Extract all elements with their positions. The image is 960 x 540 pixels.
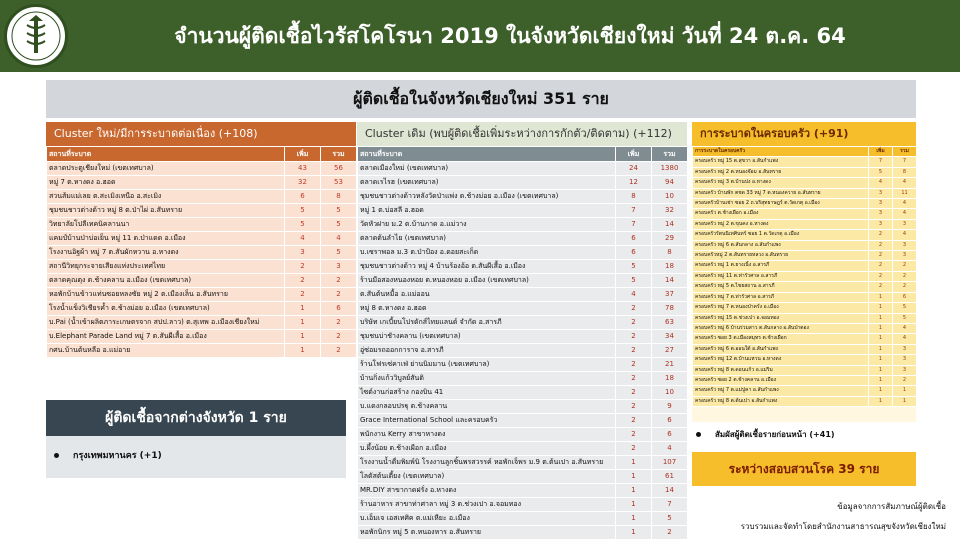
added-cell: 2 bbox=[616, 414, 652, 428]
added-cell: 6 bbox=[616, 246, 652, 260]
added-cell: 3 bbox=[869, 199, 893, 209]
total-cell: 8 bbox=[321, 190, 357, 204]
total-cell: 21 bbox=[652, 358, 688, 372]
total-cell: 4 bbox=[893, 209, 917, 219]
added-cell: 1 bbox=[869, 386, 893, 396]
total-cell: 6 bbox=[652, 414, 688, 428]
location-cell: ครอบครัว หมู่ 15 ต.สุขวา อ.สันกำแพง bbox=[693, 157, 869, 167]
added-cell: 8 bbox=[616, 190, 652, 204]
total-cell: 1 bbox=[893, 396, 917, 406]
total-cell: 5 bbox=[321, 246, 357, 260]
total-cell: 61 bbox=[652, 470, 688, 484]
added-cell: 1 bbox=[869, 303, 893, 313]
other-province-item-label: กรุงเทพมหานคร (+1) bbox=[73, 451, 162, 461]
added-cell: 2 bbox=[869, 240, 893, 250]
location-cell: ครอบครัว หมู่ 8 ต.ดอนแก้ว อ.แม่ริม bbox=[693, 365, 869, 375]
location-cell: สถานีวิทยุกระจายเสียงแห่งประเทศไทย bbox=[47, 260, 285, 274]
table-row bbox=[358, 512, 688, 526]
added-cell: 2 bbox=[616, 372, 652, 386]
added-cell: 2 bbox=[869, 271, 893, 281]
table-row bbox=[358, 414, 688, 428]
table-row bbox=[693, 375, 917, 385]
table-row bbox=[358, 274, 688, 288]
total-cell: 2 bbox=[652, 526, 688, 540]
location-cell: ชุมชนชาวต่างด้าว หมู่ 4 บ้านร้องอ้อ ต.สันผีเสื้อ อ.เมือง bbox=[358, 260, 616, 274]
added-cell: 32 bbox=[285, 176, 321, 190]
added-cell: 1 bbox=[869, 365, 893, 375]
table-row bbox=[693, 188, 917, 198]
location-cell: หมู่ 7 ต.หางดง อ.ฮอด bbox=[47, 176, 285, 190]
table-row bbox=[693, 355, 917, 365]
table-row bbox=[358, 190, 688, 204]
location-cell: ร้านโฟรเซ่คาเฟ่ ย่านนิมมาน (เขตเทศบาล) bbox=[358, 358, 616, 372]
other-province-title: ผู้ติดเชื้อจากต่างจังหวัด 1 ราย bbox=[46, 400, 346, 436]
total-cell: 32 bbox=[652, 204, 688, 218]
column-header: เพิ่ม bbox=[285, 147, 321, 162]
cluster-old-title: Cluster เดิม (พบผู้ติดเชื้อเพิ่มระหว่างการกักตัว/ติดตาม) (+112) bbox=[357, 122, 687, 146]
added-cell: 1 bbox=[869, 396, 893, 406]
table-row bbox=[47, 316, 357, 330]
table-row bbox=[358, 176, 688, 190]
added-cell: 5 bbox=[616, 274, 652, 288]
added-cell: 1 bbox=[616, 484, 652, 498]
location-cell: แคมป์บ้านป่าบ่อเย็น หมู่ 11 ต.ป่าแดด อ.เมือง bbox=[47, 232, 285, 246]
added-cell: 1 bbox=[616, 512, 652, 526]
added-cell: 43 bbox=[285, 162, 321, 176]
table-row bbox=[358, 232, 688, 246]
added-cell: 2 bbox=[616, 386, 652, 400]
added-cell: 1 bbox=[285, 302, 321, 316]
table-row bbox=[693, 219, 917, 229]
total-cell: 27 bbox=[652, 344, 688, 358]
added-cell: 1 bbox=[869, 313, 893, 323]
added-cell: 7 bbox=[616, 218, 652, 232]
total-cell: 3 bbox=[893, 219, 917, 229]
location-cell: ต.สันต้นหมื้อ อ.แม่ออน bbox=[358, 288, 616, 302]
location-cell: ครอบครัวบ้านเช่า ซอย 2 ถ.บริสุทธาษฎร์ ต.วัดเกตุ อ.เมือง bbox=[693, 199, 869, 209]
table-row bbox=[358, 260, 688, 274]
table-row bbox=[47, 246, 357, 260]
table-row bbox=[47, 288, 357, 302]
column-header: สถานที่ระบาด bbox=[358, 147, 616, 162]
total-cell: 3 bbox=[893, 240, 917, 250]
table-header-row bbox=[693, 147, 917, 157]
total-cell: 4 bbox=[893, 323, 917, 333]
added-cell: 1 bbox=[285, 330, 321, 344]
location-cell: โรงงานอิฐผ้า หมู่ 7 ต.สันผักหวาน อ.หางดง bbox=[47, 246, 285, 260]
table-row bbox=[358, 302, 688, 316]
added-cell: 1 bbox=[869, 355, 893, 365]
total-cell: 2 bbox=[893, 261, 917, 271]
added-cell: 2 bbox=[616, 344, 652, 358]
column-header: การระบาดในครอบครัว bbox=[693, 147, 869, 157]
header-bar bbox=[0, 0, 960, 72]
table-row bbox=[47, 302, 357, 316]
location-cell: ครอบครัว หมู่ 8 ต.ต้นเปา อ.สันกำแพง bbox=[693, 396, 869, 406]
family-table bbox=[692, 146, 917, 407]
total-cell: 18 bbox=[652, 260, 688, 274]
total-cell: 53 bbox=[321, 176, 357, 190]
table-row bbox=[693, 157, 917, 167]
table-row bbox=[358, 358, 688, 372]
location-cell: ตลาดต้นลำไย (เขตเทศบาล) bbox=[358, 232, 616, 246]
location-cell: ครอบครัว หมู่ 6 บ้านร่วมสาว ต.สันกลาง อ.สันป่าตอง bbox=[693, 323, 869, 333]
total-cell: 5 bbox=[652, 512, 688, 526]
total-cell: 14 bbox=[652, 274, 688, 288]
total-cell: 2 bbox=[893, 271, 917, 281]
table-row bbox=[693, 261, 917, 271]
total-cell: 6 bbox=[893, 292, 917, 302]
total-cell: 5 bbox=[321, 218, 357, 232]
total-cell: 2 bbox=[321, 288, 357, 302]
cluster-new-panel bbox=[46, 122, 356, 384]
total-cell: 4 bbox=[893, 178, 917, 188]
added-cell: 2 bbox=[869, 251, 893, 261]
location-cell: ครอบครัว หมู่ 6 ต.ออนใต้ อ.สันกำแพง bbox=[693, 344, 869, 354]
total-cell: 29 bbox=[652, 232, 688, 246]
location-cell: บ.ผึ้งน้อย ต.ช้างเผือก อ.เมือง bbox=[358, 442, 616, 456]
location-cell: ครอบครัว หมู่ 7 ต.ท่ารัวศาล อ.สารภี bbox=[693, 292, 869, 302]
location-cell: หอพักนิกร หมู่ 5 ต.หนองหาร อ.สันทราย bbox=[358, 526, 616, 540]
table-row bbox=[693, 386, 917, 396]
table-row bbox=[358, 344, 688, 358]
total-cell: 4 bbox=[652, 442, 688, 456]
added-cell: 24 bbox=[616, 162, 652, 176]
location-cell: หอพักบ้านข้าวแท่นซอยหลงซัย หมู่ 2 ต.เมืองเล็น อ.สันทราย bbox=[47, 288, 285, 302]
added-cell: 3 bbox=[869, 209, 893, 219]
table-row bbox=[358, 330, 688, 344]
table-row bbox=[693, 209, 917, 219]
location-cell: ครอบครัว หมู่ 2 ต.หนองจ๊อม อ.สันทราย bbox=[693, 167, 869, 177]
added-cell: 1 bbox=[616, 526, 652, 540]
cluster-old-table bbox=[357, 146, 688, 540]
total-cell: 5 bbox=[893, 313, 917, 323]
added-cell: 2 bbox=[616, 428, 652, 442]
column-header: รวม bbox=[321, 147, 357, 162]
table-row bbox=[693, 323, 917, 333]
table-row bbox=[693, 303, 917, 313]
location-cell: ครอบครัว หมู่ 7 ต.หนองป่าครั่ง อ.เมือง bbox=[693, 303, 869, 313]
location-cell: ครอบครัว หมู่ 15 ต.ช่วงเปา อ.จอมทอง bbox=[693, 313, 869, 323]
total-cell: 2 bbox=[893, 282, 917, 292]
total-cell: 4 bbox=[321, 232, 357, 246]
table-row bbox=[358, 316, 688, 330]
table-row bbox=[47, 204, 357, 218]
table-row bbox=[358, 456, 688, 470]
bullet-icon bbox=[54, 453, 59, 458]
location-cell: ชุมชนชาวต่างด้าวหลังวัดป่าแพ่ง ต.ช้างม่อย อ.เมือง (เขตเทศบาล) bbox=[358, 190, 616, 204]
investigation-box: ระหว่างสอบสวนโรค 39 ราย bbox=[692, 452, 916, 486]
table-row bbox=[358, 204, 688, 218]
added-cell: 2 bbox=[616, 358, 652, 372]
location-cell: บ้านกิ่งแก้ววิบูลย์สันติ bbox=[358, 372, 616, 386]
location-cell: ครอบครัว ซอย 3 ต.เมืองสมุทร ต.ช้างเผือก bbox=[693, 334, 869, 344]
table-row bbox=[693, 178, 917, 188]
column-header: รวม bbox=[652, 147, 688, 162]
table-row bbox=[693, 292, 917, 302]
location-cell: ครอบครัว หมู่ 5 ต.ไชยสถาน อ.สารภี bbox=[693, 282, 869, 292]
table-row bbox=[47, 218, 357, 232]
location-cell: ครอบครัว หมู่ 11 ต.ท่ารัวศาล อ.สารภี bbox=[693, 271, 869, 281]
total-cell: 3 bbox=[893, 344, 917, 354]
added-cell: 1 bbox=[869, 323, 893, 333]
added-cell: 1 bbox=[616, 470, 652, 484]
ministry-logo bbox=[4, 4, 68, 68]
table-row bbox=[693, 344, 917, 354]
table-row bbox=[358, 442, 688, 456]
added-cell: 1 bbox=[285, 316, 321, 330]
added-cell: 3 bbox=[869, 188, 893, 198]
total-cell: 56 bbox=[321, 162, 357, 176]
added-cell: 2 bbox=[285, 288, 321, 302]
table-row bbox=[358, 162, 688, 176]
other-province-box bbox=[46, 400, 346, 478]
added-cell: 5 bbox=[285, 204, 321, 218]
source-line-1: ข้อมูลจากการสัมภาษณ์ผู้ติดเชื้อ bbox=[837, 502, 946, 511]
location-cell: ครอบครัว หมู่ 12 ต.บ้านแหวน อ.หางดง bbox=[693, 355, 869, 365]
total-cell: 37 bbox=[652, 288, 688, 302]
table-row bbox=[358, 428, 688, 442]
total-cell: 10 bbox=[652, 190, 688, 204]
family-panel bbox=[692, 122, 916, 422]
location-cell: อู่ซ่อมรถออกการาจ อ.สารภี bbox=[358, 344, 616, 358]
table-row bbox=[358, 400, 688, 414]
added-cell: 7 bbox=[869, 157, 893, 167]
total-banner: ผู้ติดเชื้อในจังหวัดเชียงใหม่ 351 ราย bbox=[46, 80, 916, 118]
location-cell: หมู่ 1 ต.บ่อสลี อ.ฮอด bbox=[358, 204, 616, 218]
table-row bbox=[47, 162, 357, 176]
total-cell: 6 bbox=[652, 428, 688, 442]
table-row bbox=[358, 372, 688, 386]
total-cell: 1 bbox=[893, 386, 917, 396]
table-row bbox=[693, 271, 917, 281]
table-row bbox=[693, 230, 917, 240]
column-header: สถานที่ระบาด bbox=[47, 147, 285, 162]
added-cell: 2 bbox=[869, 230, 893, 240]
location-cell: Grace International School และครอบครัว bbox=[358, 414, 616, 428]
total-cell: 18 bbox=[652, 372, 688, 386]
location-cell: ไซต์งานก่อสร้าง กองบิน 41 bbox=[358, 386, 616, 400]
added-cell: 1 bbox=[616, 456, 652, 470]
location-cell: ตลาดเรไรฮ (เขตเทศบาล) bbox=[358, 176, 616, 190]
location-cell: ครอบครัว หมู่ 7 ต.แม่ปูคา อ.สันกำแพง bbox=[693, 386, 869, 396]
total-cell: 4 bbox=[893, 199, 917, 209]
added-cell: 2 bbox=[616, 316, 652, 330]
location-cell: บริษัท เกเบี้ยนโปรดักส์ไทยแลนด์ จำกัด อ.สารภี bbox=[358, 316, 616, 330]
added-cell: 2 bbox=[616, 400, 652, 414]
added-cell: 2 bbox=[869, 282, 893, 292]
table-row bbox=[358, 386, 688, 400]
total-cell: 2 bbox=[321, 274, 357, 288]
table-row bbox=[693, 313, 917, 323]
location-cell: ครอบครัว หมู่ 6 ต.สันกลาง อ.สันกำแพง bbox=[693, 240, 869, 250]
location-cell: บ.Elephant Parade Land หมู่ 7 ต.สันผีเสื้อ อ.เมือง bbox=[47, 330, 285, 344]
added-cell: 6 bbox=[616, 232, 652, 246]
location-cell: สวนส้มแม่เลย ต.สะเมิงเหนือ อ.สะเมิง bbox=[47, 190, 285, 204]
location-cell: กศน.บ้านต้นหลือ อ.แม่อาย bbox=[47, 344, 285, 358]
table-row bbox=[693, 396, 917, 406]
location-cell: บ.เอ็มเจ เอสเทศิค ต.แม่เหียะ อ.เมือง bbox=[358, 512, 616, 526]
table-row bbox=[47, 232, 357, 246]
location-cell: ครอบครัวหมู่ 2 ต.สันทรายหลวง อ.สันทราย bbox=[693, 251, 869, 261]
location-cell: หมู่ 8 ต.หางดง อ.ฮอด bbox=[358, 302, 616, 316]
location-cell: ตลาดเมืองใหม่ (เขตเทศบาล) bbox=[358, 162, 616, 176]
contact-note bbox=[696, 428, 916, 441]
added-cell: 12 bbox=[616, 176, 652, 190]
total-cell: 3 bbox=[893, 251, 917, 261]
location-cell: ครอบครัว หมู่ 1 ต.ยางเนิ้ง อ.สารภี bbox=[693, 261, 869, 271]
location-cell: MR.DIY สาขากาดฝรั่ง อ.หางดง bbox=[358, 484, 616, 498]
location-cell: ชุมชนชาวต่างด้าว หมู่ 8 ต.ป่าไผ่ อ.สันทราย bbox=[47, 204, 285, 218]
location-cell: วิทยาลัยโปลีเทคนิคลานนา bbox=[47, 218, 285, 232]
table-row bbox=[358, 246, 688, 260]
total-cell: 5 bbox=[321, 204, 357, 218]
table-row bbox=[358, 288, 688, 302]
added-cell: 2 bbox=[869, 261, 893, 271]
location-cell: ตลาดคุณตุง ต.ช้างคลาน อ.เมือง (เขตเทศบาล) bbox=[47, 274, 285, 288]
total-cell: 11 bbox=[893, 188, 917, 198]
total-cell: 14 bbox=[652, 484, 688, 498]
location-cell: โรงน้ำแข็งวิเชียรค้ำ ต.ช้างม่อย อ.เมือง (เขตเทศบาล) bbox=[47, 302, 285, 316]
added-cell: 7 bbox=[616, 204, 652, 218]
total-cell: 3 bbox=[893, 355, 917, 365]
total-cell: 2 bbox=[893, 375, 917, 385]
location-cell: ครอบครัวรัตนนิเทศินทร์ ซอย 1 ต.วัดเกตุ อ.เมือง bbox=[693, 230, 869, 240]
added-cell: 5 bbox=[285, 218, 321, 232]
cluster-new-table bbox=[46, 146, 357, 358]
table-row bbox=[358, 498, 688, 512]
table-row bbox=[47, 274, 357, 288]
bullet-icon bbox=[696, 432, 701, 437]
column-header: เพิ่ม bbox=[616, 147, 652, 162]
location-cell: บ.แดงกลอบปรฐุ ต.ช้างคลาน bbox=[358, 400, 616, 414]
column-header: เพิ่ม bbox=[869, 147, 893, 157]
added-cell: 2 bbox=[616, 442, 652, 456]
table-row bbox=[693, 167, 917, 177]
location-cell: ครอบครัว หมู่ 2 ต.ขุนคง อ.หางดง bbox=[693, 219, 869, 229]
cluster-new-title: Cluster ใหม่/มีการระบาดต่อเนื่อง (+108) bbox=[46, 122, 356, 146]
total-cell: 63 bbox=[652, 316, 688, 330]
table-row bbox=[358, 470, 688, 484]
total-cell: 10 bbox=[652, 386, 688, 400]
total-cell: 2 bbox=[321, 344, 357, 358]
added-cell: 4 bbox=[616, 288, 652, 302]
total-cell: 34 bbox=[652, 330, 688, 344]
total-cell: 14 bbox=[652, 218, 688, 232]
source-line-2: รวบรวมและจัดทำโดยสำนักงานสาธารณสุขจังหวัดเชียงใหม่ bbox=[740, 522, 946, 531]
total-cell: 78 bbox=[652, 302, 688, 316]
added-cell: 3 bbox=[869, 219, 893, 229]
total-cell: 107 bbox=[652, 456, 688, 470]
location-cell: โลตัสต้นเตี้ยง (เขตเทศบาล) bbox=[358, 470, 616, 484]
total-cell: 1380 bbox=[652, 162, 688, 176]
table-header-row bbox=[47, 147, 357, 162]
added-cell: 1 bbox=[869, 334, 893, 344]
location-cell: โรงงานน้ำดื่มพิมพ์นิ โรงงานลูกชิ้นพรสวรรค์ หอพักเจ็พร ม.9 ต.ต้นเปา อ.สันทราย bbox=[358, 456, 616, 470]
location-cell: ร้านมือสองหนองหอย ต.หนองหอย อ.เมือง (เขตเทศบาล) bbox=[358, 274, 616, 288]
added-cell: 1 bbox=[869, 344, 893, 354]
location-cell: ครอบครัว หมู่ 3 ต.บ้านปง อ.หางดง bbox=[693, 178, 869, 188]
table-row bbox=[47, 176, 357, 190]
table-row bbox=[47, 344, 357, 358]
table-row bbox=[358, 484, 688, 498]
location-cell: ร้านอาหาร สาขาท่าศาลา หมู่ 3 ต.ช่วงเปา อ.จอมทอง bbox=[358, 498, 616, 512]
added-cell: 1 bbox=[869, 375, 893, 385]
location-cell: ชุมชนบ่าชัางคลาน (เขตเทศบาล) bbox=[358, 330, 616, 344]
added-cell: 1 bbox=[616, 498, 652, 512]
location-cell: ตลาดประตูเชียงใหม่ (เขตเทศบาล) bbox=[47, 162, 285, 176]
other-province-item bbox=[46, 436, 346, 462]
location-cell: ครอบครัว ซอย 2 ต.ช้างคลาน อ.เมือง bbox=[693, 375, 869, 385]
total-cell: 7 bbox=[893, 157, 917, 167]
added-cell: 2 bbox=[285, 274, 321, 288]
location-cell: ครอบครัว บ้านพัก ตชด 33 หมู่ 7 ต.หนองควาย อ.สันทราย bbox=[693, 188, 869, 198]
total-cell: 4 bbox=[893, 230, 917, 240]
added-cell: 5 bbox=[869, 167, 893, 177]
table-row bbox=[358, 526, 688, 540]
table-row bbox=[693, 240, 917, 250]
table-row bbox=[47, 190, 357, 204]
table-row bbox=[693, 251, 917, 261]
contact-text: สัมผัสผู้ติดเชื้อรายก่อนหน้า (+41) bbox=[715, 430, 835, 439]
family-title: การระบาดในครอบครัว (+91) bbox=[692, 122, 916, 146]
total-cell: 94 bbox=[652, 176, 688, 190]
page-title: จำนวนผู้ติดเชื้อไวรัสโคโรนา 2019 ในจังหวัดเชียงใหม่ วันที่ 24 ต.ค. 64 bbox=[174, 24, 846, 48]
location-cell: พนักงาน Kerry สาขาหางดง bbox=[358, 428, 616, 442]
column-header: รวม bbox=[893, 147, 917, 157]
location-cell: วัดหัวฝาย ม.2 ต.บ้านกาด อ.แม่วาง bbox=[358, 218, 616, 232]
location-cell: บ.เซราพอล ม.3 ต.ป่าป้อง อ.ดอยสะเก็ด bbox=[358, 246, 616, 260]
total-cell: 2 bbox=[321, 316, 357, 330]
added-cell: 2 bbox=[285, 260, 321, 274]
location-cell: ครอบครัว ต.ช้างเผือก อ.เมือง bbox=[693, 209, 869, 219]
total-cell: 7 bbox=[652, 498, 688, 512]
total-cell: 3 bbox=[321, 260, 357, 274]
table-row bbox=[358, 218, 688, 232]
total-cell: 6 bbox=[321, 302, 357, 316]
added-cell: 2 bbox=[616, 330, 652, 344]
table-header-row bbox=[358, 147, 688, 162]
cluster-old-panel bbox=[357, 122, 687, 536]
added-cell: 1 bbox=[869, 292, 893, 302]
table-row bbox=[693, 334, 917, 344]
total-cell: 5 bbox=[893, 303, 917, 313]
table-row bbox=[693, 282, 917, 292]
added-cell: 1 bbox=[285, 344, 321, 358]
added-cell: 3 bbox=[285, 246, 321, 260]
total-cell: 9 bbox=[652, 400, 688, 414]
added-cell: 4 bbox=[285, 232, 321, 246]
added-cell: 2 bbox=[616, 302, 652, 316]
table-row bbox=[693, 199, 917, 209]
table-row bbox=[47, 260, 357, 274]
added-cell: 6 bbox=[285, 190, 321, 204]
table-row bbox=[693, 365, 917, 375]
added-cell: 5 bbox=[616, 260, 652, 274]
location-cell: บ.Pai (น้ำเข้าผลิตภาระเกษตรจาก สปป.ลาว) ต.สุเทพ อ.เมืองเชียงใหม่ bbox=[47, 316, 285, 330]
table-row bbox=[47, 330, 357, 344]
total-cell: 8 bbox=[893, 167, 917, 177]
added-cell: 4 bbox=[869, 178, 893, 188]
total-cell: 8 bbox=[652, 246, 688, 260]
total-cell: 4 bbox=[893, 334, 917, 344]
total-cell: 3 bbox=[893, 365, 917, 375]
total-cell: 2 bbox=[321, 330, 357, 344]
